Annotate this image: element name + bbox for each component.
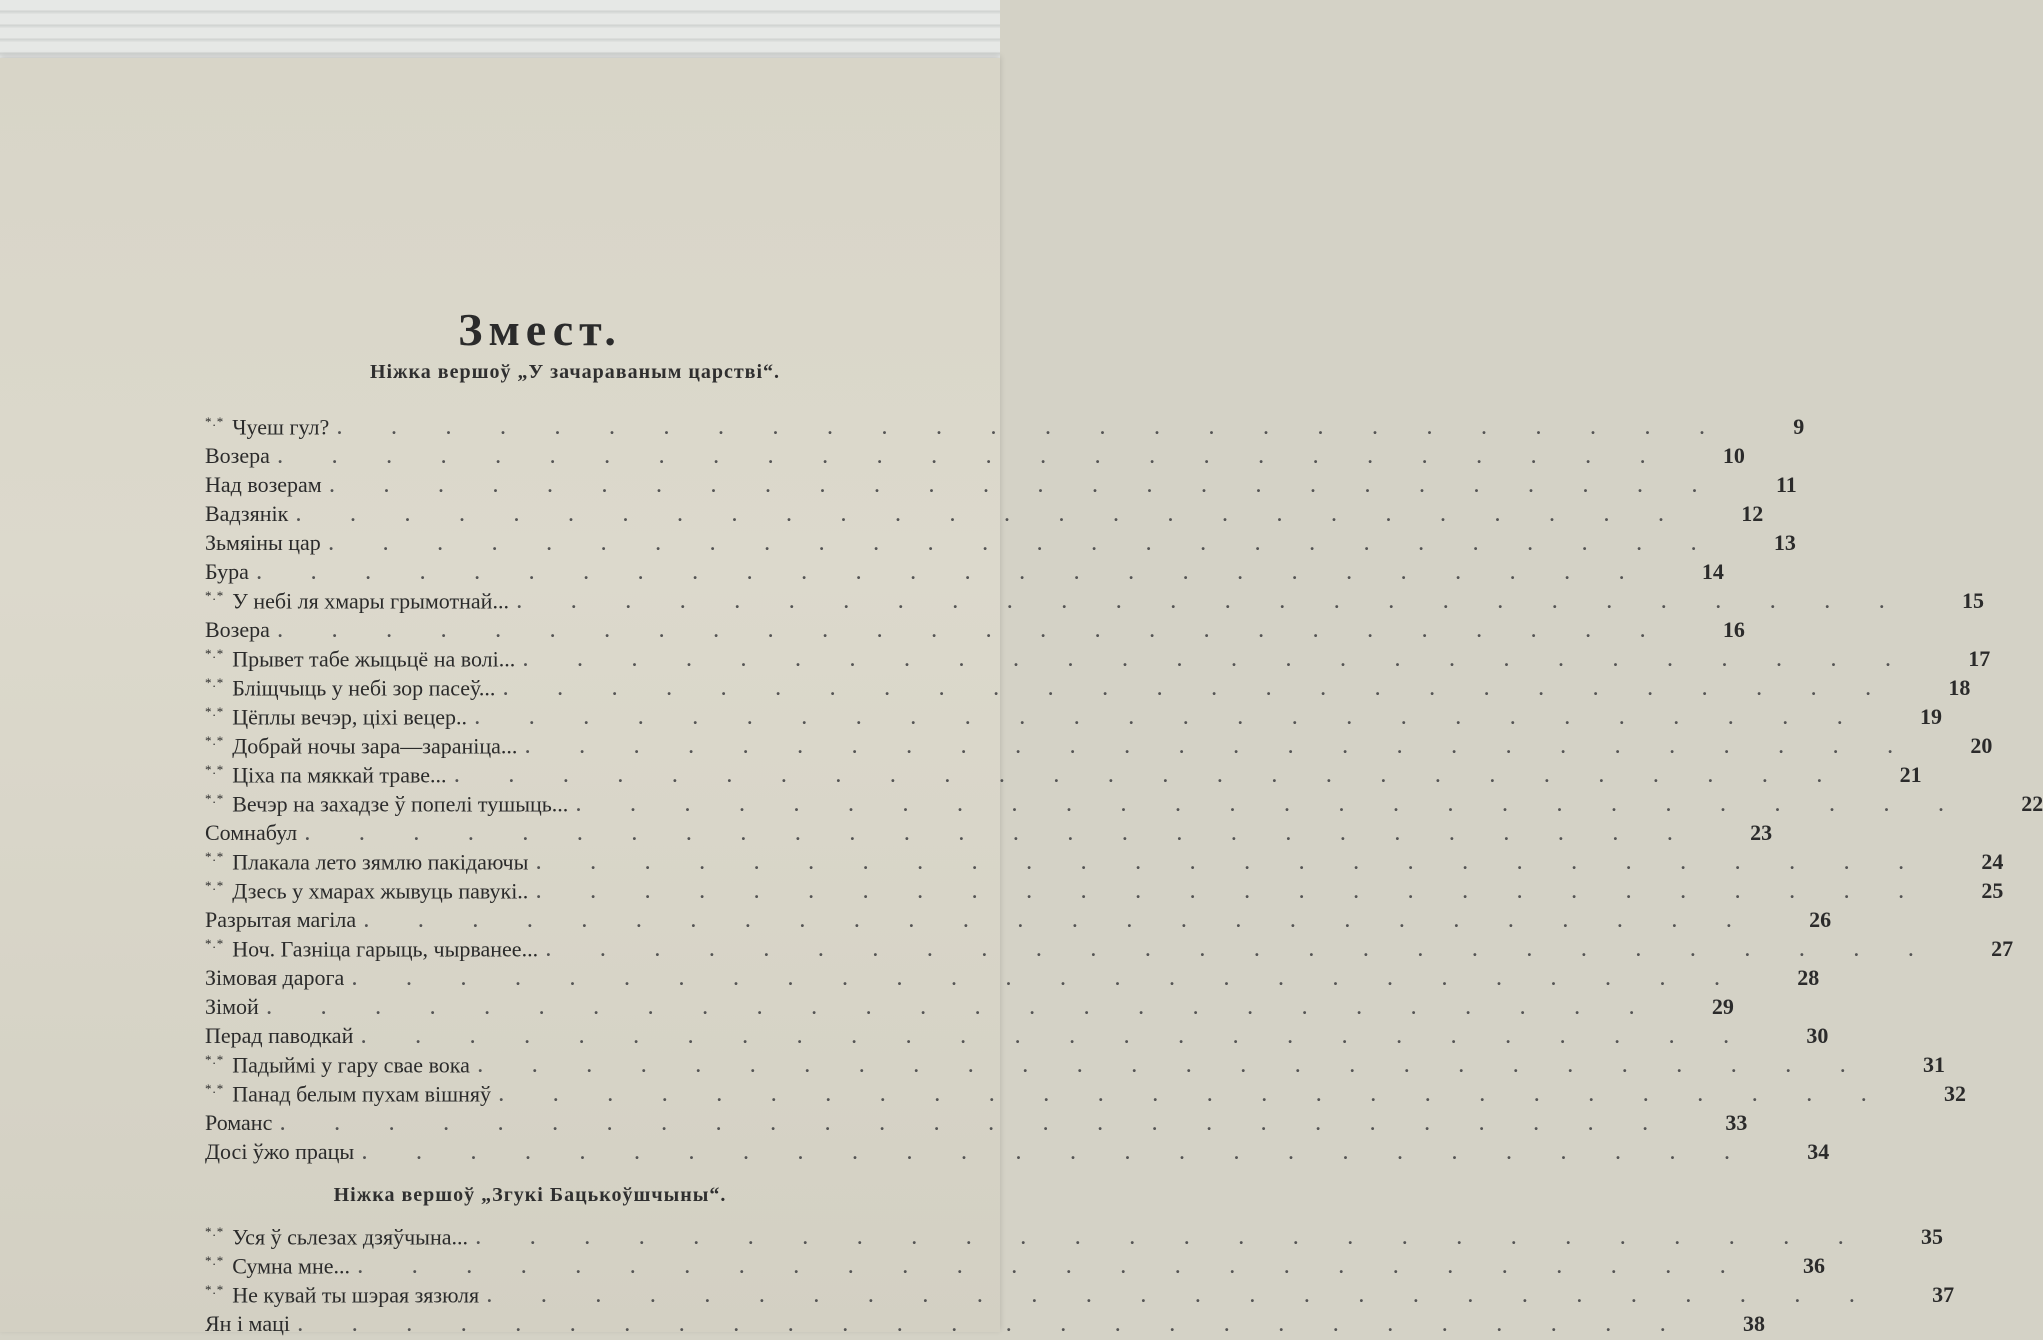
toc-entry-text: Цёплы вечэр, ціхі вецер..	[232, 704, 467, 730]
page-number: 31	[1922, 1052, 1945, 1078]
toc-entry-title	[205, 588, 517, 614]
page-number: 38	[1742, 1311, 1765, 1336]
toc-entry	[205, 1311, 1765, 1340]
asterism-mark: *.*	[205, 849, 225, 864]
toc-entry-title	[205, 936, 546, 962]
page-number: 15	[1961, 588, 1984, 614]
dot-leader: ..........................	[364, 911, 1782, 931]
dot-leader: ..........................	[487, 1286, 1905, 1307]
toc-entry-text: Уся ў сьлезах дзяўчына...	[232, 1224, 468, 1250]
toc-entry-text: Прывет табе жыцьцё на волі...	[232, 646, 516, 672]
section-heading-1: Ніжка вершоў „У зачараваным царстві“.	[369, 361, 781, 383]
page-number: 30	[1806, 1023, 1829, 1048]
toc-entry	[205, 936, 2014, 965]
page-number: 35	[1921, 1224, 1943, 1250]
toc-entry	[205, 1023, 1829, 1052]
toc-list-2	[205, 1224, 1955, 1340]
dot-leader: ..........................	[525, 737, 1943, 758]
asterism-mark: *.*	[205, 588, 225, 603]
toc-entry-text: Добрай ночы зара—заранiца...	[232, 733, 518, 759]
toc-entry	[205, 878, 2004, 907]
toc-entry-title	[205, 617, 278, 643]
asterism-mark: *.*	[205, 646, 225, 661]
toc-entry-text: Дзесь у хмарах жывуць павукі..	[232, 878, 529, 904]
toc-entry-title	[205, 559, 257, 585]
toc-entry	[205, 1081, 1966, 1110]
page-number: 23	[1750, 820, 1773, 845]
toc-entry-title	[205, 1139, 362, 1165]
toc-entry-text: Вечэр на захадзе ў попелі тушыць...	[232, 791, 569, 817]
dot-leader: ..........................	[361, 1027, 1779, 1047]
asterism-mark: *.*	[205, 1253, 225, 1268]
toc-entry	[205, 733, 1993, 762]
toc-entry-title	[205, 878, 536, 904]
toc-entry-title	[205, 907, 364, 933]
dot-leader: ..........................	[523, 650, 1941, 671]
toc-entry-title	[205, 501, 296, 527]
toc-entry	[205, 1224, 1943, 1253]
page-number: 14	[1701, 559, 1724, 584]
asterism-mark: *.*	[205, 1224, 225, 1239]
toc-entry-title	[205, 704, 475, 730]
page-number: 36	[1803, 1253, 1826, 1279]
page-number: 24	[1981, 849, 2004, 875]
dot-leader: ..........................	[503, 679, 1921, 700]
dot-leader: ..........................	[297, 1315, 1715, 1335]
toc-list-1	[205, 414, 2043, 1168]
asterism-mark: *.*	[205, 878, 225, 893]
page-number: 21	[1899, 762, 1922, 788]
dot-leader: ..........................	[516, 592, 1934, 613]
toc-entry-title	[205, 414, 337, 440]
dot-leader: ..........................	[477, 1056, 1895, 1077]
toc-entry	[205, 704, 1942, 733]
dot-leader: ..........................	[256, 563, 1674, 583]
toc-entry-text: Зімовая дарога	[205, 965, 345, 990]
dot-leader: ..........................	[536, 853, 1954, 874]
dot-leader: ..........................	[476, 1228, 1893, 1249]
toc-entry-text: Плакала лето зямлю пакідаючы	[232, 849, 529, 875]
dot-leader: ..........................	[280, 1114, 1698, 1134]
toc-entry-title	[205, 1282, 487, 1308]
toc-entry-text: Падыймі у гару свае вока	[232, 1052, 470, 1078]
toc-entry-title	[205, 791, 576, 817]
toc-entry	[205, 791, 2043, 820]
asterism-mark: *.*	[205, 414, 225, 429]
toc-entry	[205, 1282, 1955, 1311]
toc-entry-text: Панад белым пухам вішняў	[232, 1081, 491, 1107]
toc-entry	[205, 1110, 1748, 1139]
toc-entry	[205, 646, 1991, 675]
toc-entry-text: Не кувай ты шэрая зязюля	[232, 1282, 480, 1308]
page-number: 20	[1970, 733, 1993, 759]
toc-entry-text: Зімой	[205, 994, 259, 1019]
dot-leader: ..........................	[358, 1257, 1776, 1278]
toc-entry	[205, 559, 1724, 588]
toc-entry-title	[205, 1311, 298, 1337]
asterism-mark: *.*	[205, 1081, 225, 1096]
page-number: 19	[1919, 704, 1942, 730]
dot-leader: ..........................	[499, 1085, 1916, 1106]
toc-entry	[205, 617, 1745, 646]
toc-entry	[205, 443, 1745, 472]
toc-entry-text: Возера	[205, 443, 270, 468]
toc-entry	[205, 965, 1820, 994]
asterism-mark: *.*	[205, 675, 225, 690]
dot-leader: ..........................	[536, 882, 1954, 903]
toc-entry-text: Разрытая магіла	[205, 907, 357, 932]
page-number: 28	[1797, 965, 1820, 990]
toc-entry	[205, 501, 1764, 530]
toc-entry-title	[205, 1253, 358, 1279]
toc-entry-text: Ян і маці	[205, 1311, 290, 1336]
asterism-mark: *.*	[205, 936, 225, 951]
page-title: Змест.	[458, 304, 622, 355]
page-number: 18	[1948, 675, 1971, 701]
page-number: 32	[1944, 1081, 1966, 1107]
dot-leader: ..........................	[576, 795, 1994, 816]
dot-leader: ..........................	[305, 824, 1723, 844]
toc-entry-text: Романс	[205, 1110, 273, 1135]
dot-leader: ..........................	[454, 766, 1872, 787]
asterism-mark: *.*	[205, 1052, 225, 1067]
dot-leader: ..........................	[546, 940, 1964, 961]
toc-entry-title	[205, 1023, 361, 1049]
toc-entry-title	[205, 965, 352, 991]
toc-entry	[205, 588, 1984, 617]
dot-leader: ..........................	[277, 447, 1695, 467]
asterism-mark: *.*	[205, 733, 225, 748]
page-number: 9	[1793, 414, 1805, 440]
toc-entry	[205, 414, 1805, 443]
toc-entry	[205, 675, 1971, 704]
toc-entry-title	[205, 443, 278, 469]
toc-entry-title	[205, 849, 536, 875]
toc-entry-text: Сумна мне...	[232, 1253, 351, 1279]
toc-entry-text: Бура	[205, 559, 249, 584]
dot-leader: ..........................	[277, 621, 1695, 641]
asterism-mark: *.*	[205, 704, 225, 719]
toc-entry-title	[205, 646, 523, 672]
toc-entry	[205, 762, 1922, 791]
dot-leader: ..........................	[266, 998, 1684, 1018]
toc-entry-text: Бліщчыць у небі зор пасеў...	[232, 675, 496, 701]
toc-entry	[205, 820, 1773, 849]
toc-entry-text: Над возерам	[205, 472, 322, 497]
asterism-mark: *.*	[205, 791, 225, 806]
toc-entry-title	[205, 820, 305, 846]
toc-entry-text: Перад паводкай	[205, 1023, 354, 1048]
toc-entry-text: Зьмяіны цар	[205, 530, 321, 555]
toc-entry-title	[205, 733, 525, 759]
book-page	[0, 58, 2043, 1336]
toc-entry	[205, 907, 1832, 936]
asterism-mark: *.*	[205, 762, 225, 777]
toc-entry	[205, 849, 2004, 878]
toc-entry	[205, 1253, 1826, 1282]
toc-entry-text: Вадзянік	[205, 501, 289, 526]
page-number: 16	[1722, 617, 1745, 642]
toc-entry-title	[205, 994, 267, 1020]
page-number: 37	[1932, 1282, 1955, 1308]
toc-entry-text: У небі ля хмары грымотнай...	[232, 588, 509, 614]
toc-entry-title	[205, 1110, 280, 1136]
page-number: 22	[2021, 791, 2043, 817]
toc-entry	[205, 472, 1797, 501]
page-number: 11	[1775, 472, 1797, 497]
toc-entry-text: Ціха па мяккай траве...	[232, 762, 447, 788]
page-number: 25	[1981, 878, 2004, 904]
toc-entry-title	[205, 1224, 476, 1250]
toc-entry	[205, 530, 1796, 559]
section-heading-2: Ніжка вершоў „Згукі Бацькоўшчыны“.	[333, 1184, 727, 1206]
page-number: 12	[1741, 501, 1764, 526]
toc-entry-text: Ноч. Газніца гарыць, чырванее...	[232, 936, 539, 962]
asterism-mark: *.*	[205, 1282, 225, 1297]
page-number: 34	[1807, 1139, 1830, 1164]
dot-leader: ..........................	[352, 969, 1770, 989]
page-number: 10	[1722, 443, 1745, 468]
page-number: 17	[1968, 646, 1991, 672]
toc-entry-title	[205, 1052, 478, 1078]
toc-entry-title	[205, 1081, 499, 1107]
page-number: 13	[1773, 530, 1796, 555]
toc-entry	[205, 1139, 1830, 1168]
toc-entry-text: Досі ўжо працы	[205, 1139, 355, 1164]
dot-leader: ..........................	[474, 708, 1892, 729]
dot-leader: ..........................	[337, 418, 1755, 439]
page-number: 33	[1725, 1110, 1748, 1135]
page-number: 27	[1991, 936, 2014, 962]
toc-entry-title	[205, 762, 455, 788]
dot-leader: ..........................	[296, 505, 1714, 525]
toc-entry-text: Сомнабул	[205, 820, 298, 845]
toc-entry-title	[205, 530, 329, 556]
page-number: 26	[1809, 907, 1832, 932]
toc-entry	[205, 1052, 1945, 1081]
toc-entry-title	[205, 675, 503, 701]
page-number: 29	[1711, 994, 1734, 1019]
dot-leader: ..........................	[329, 476, 1747, 496]
toc-entry-title	[205, 472, 330, 498]
dot-leader: ..........................	[362, 1143, 1780, 1163]
dot-leader: ..........................	[328, 534, 1746, 554]
toc-entry	[205, 994, 1734, 1023]
toc-entry-text: Возера	[205, 617, 270, 642]
toc-entry-text: Чуеш гул?	[232, 414, 330, 440]
